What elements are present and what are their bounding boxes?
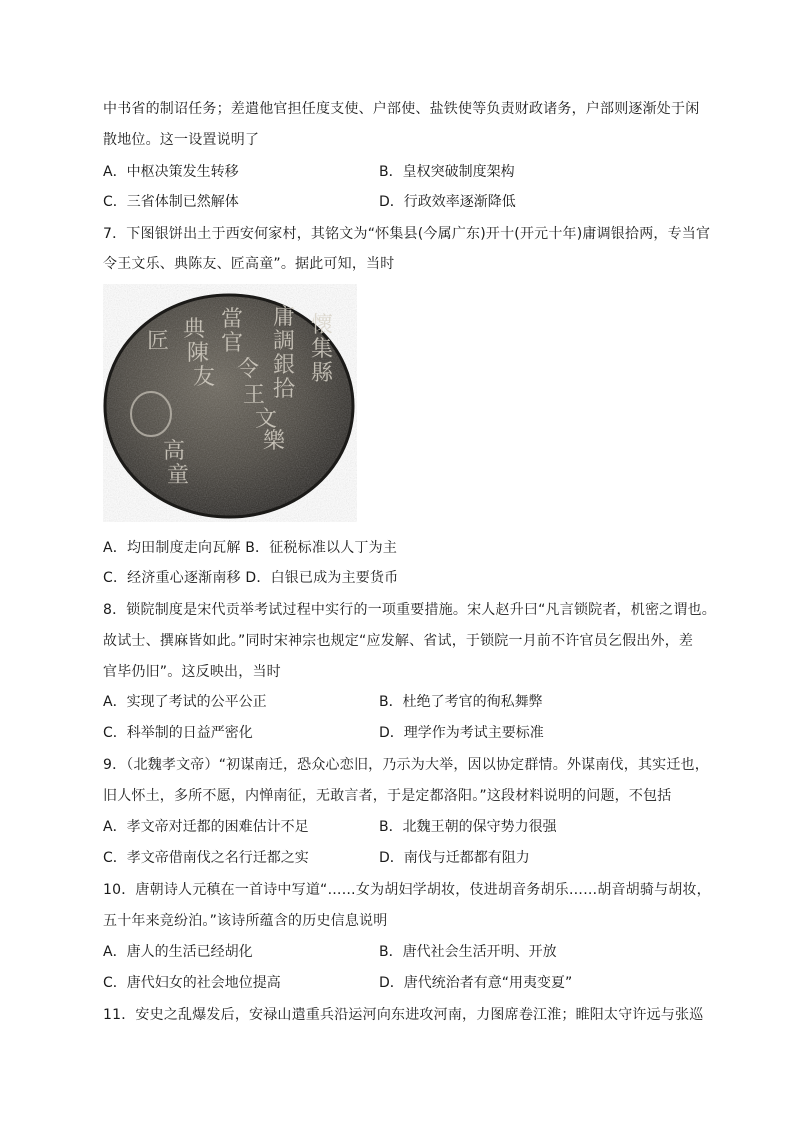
silver-cake-photo xyxy=(103,284,357,522)
q6-option-a[interactable]: A．中枢决策发生转移 xyxy=(103,164,239,180)
q10-options-row2 xyxy=(103,972,743,992)
q10-stem-line1: 10．唐朝诗人元稹在一首诗中写道“……女为胡妇学胡妆，伎进胡音务胡乐……胡音胡骑与胡妆， xyxy=(103,882,711,898)
q7-stem-line2: 令王文乐、典陈友、匠高童”。据此可知，当时 xyxy=(103,256,395,272)
q10-options-row1 xyxy=(103,941,743,961)
q10-option-c[interactable]: C．唐代妇女的社会地位提高 xyxy=(103,975,281,991)
q6-stem-line2: 散地位。这一设置说明了 xyxy=(103,132,260,148)
q6-option-b[interactable]: B．皇权突破制度架构 xyxy=(379,164,515,180)
q9-stem-line1: 9．（北魏孝文帝）“初谋南迁，恐众心恋旧，乃示为大举，因以协定群情。外谋南伐，其实迁也， xyxy=(103,757,709,773)
q10-stem-line2: 五十年来竞纷泊。”该诗所蕴含的历史信息说明 xyxy=(103,913,388,929)
q9-option-d[interactable]: D．南伐与迁都都有阻力 xyxy=(379,850,530,866)
inscription-col5: 匠高童 xyxy=(147,329,190,488)
q10-option-a[interactable]: A．唐人的生活已经胡化 xyxy=(103,944,253,960)
inscription-col1: 懷集縣 xyxy=(311,313,334,386)
q10-option-d[interactable]: D．唐代统治者有意“用夷变夏” xyxy=(379,975,573,991)
q8-option-a[interactable]: A．实现了考试的公平公正 xyxy=(103,694,267,710)
q6-stem-line1: 中书省的制诏任务；差遣他官担任度支使、户部使、盐铁使等负责财政诸务，户部则逐渐处于闲 xyxy=(103,101,700,117)
q8-options-row2 xyxy=(103,722,743,742)
q9-options-row1 xyxy=(103,816,743,836)
q10-option-b[interactable]: B．唐代社会生活开明、开放 xyxy=(379,944,557,960)
q11-stem-line1: 11．安史之乱爆发后，安禄山遣重兵沿运河向东进攻河南，力图席卷江淮；睢阳太守许远与张巡 xyxy=(103,1007,704,1023)
q7-options-line1[interactable]: A．均田制度走向瓦解 B．征税标准以人丁为主 xyxy=(103,540,398,556)
q9-options-row2 xyxy=(103,847,743,867)
q9-option-a[interactable]: A．孝文帝对迁都的困难估计不足 xyxy=(103,819,309,835)
q8-stem-line3: 官毕仍旧”。这反映出，当时 xyxy=(103,664,281,680)
q7-options-line2[interactable]: C．经济重心逐渐南移 D．白银已成为主要货币 xyxy=(103,570,399,586)
inscription-col2: 庸調銀拾 xyxy=(273,305,296,402)
q7-stem-line1: 7．下图银饼出土于西安何家村，其铭文为“怀集县(今属广东)开十(开元十年)庸调银拾两，专当官 xyxy=(103,226,711,242)
silver-cake-image xyxy=(103,284,357,522)
q8-option-b[interactable]: B．杜绝了考官的徇私舞弊 xyxy=(379,694,543,710)
q8-stem-line1: 8．锁院制度是宋代贡举考试过程中实行的一项重要措施。宋人赵升曰“凡言锁院者，机密之谓也。 xyxy=(103,602,716,618)
q8-option-c[interactable]: C．科举制的日益严密化 xyxy=(103,725,253,741)
q8-option-d[interactable]: D．理学作为考试主要标准 xyxy=(379,725,544,741)
q9-stem-line2: 旧人怀土，多所不愿，内惮南征，无敢言者，于是定都洛阳。”这段材料说明的问题，不包括 xyxy=(103,788,672,804)
inscription-col4: 典陳友 xyxy=(183,317,216,390)
inscription-col3: 當官令王文樂 xyxy=(221,307,286,454)
q6-options-row1 xyxy=(103,161,743,181)
q8-options-row1 xyxy=(103,691,743,711)
q6-option-d[interactable]: D．行政效率逐渐降低 xyxy=(379,194,516,210)
q9-option-b[interactable]: B．北魏王朝的保守势力很强 xyxy=(379,819,557,835)
q9-option-c[interactable]: C．孝文帝借南伐之名行迁都之实 xyxy=(103,850,309,866)
q6-options-row2 xyxy=(103,191,743,211)
q8-stem-line2: 故试士、撰麻皆如此。”同时宋神宗也规定“应发解、省试，于锁院一月前不许官员乞假出外，差 xyxy=(103,633,694,649)
q6-option-c[interactable]: C．三省体制已然解体 xyxy=(103,194,239,210)
